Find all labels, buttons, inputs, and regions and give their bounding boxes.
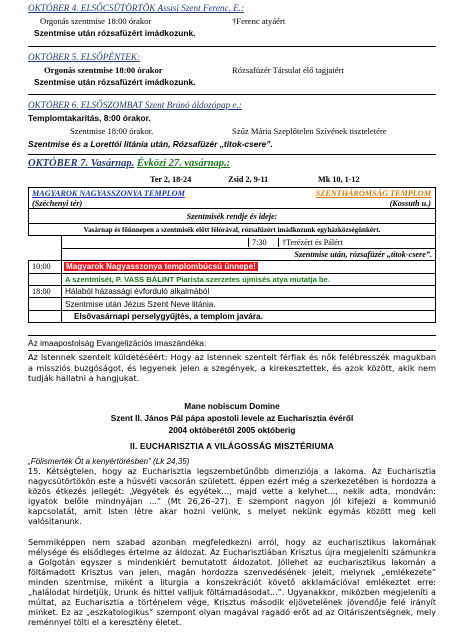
- divider: [28, 335, 436, 336]
- collection-note: Elsővasárnapi perselygyűjtés, a templom javára.: [62, 310, 436, 322]
- oct4-title: OKTÓBER 4. ELSŐCSÜTÖRTÖK Assisi Szent Ferenc. E.:: [28, 3, 245, 13]
- feast-banner: Magyarok Nagyasszonya templombúcsú ünnepe!: [66, 262, 256, 272]
- oct6-mass: Szentmise 18:00 órakor.: [70, 126, 154, 136]
- table-row: [29, 209, 436, 224]
- letter-title: Mane nobiscum Domine: [184, 401, 280, 411]
- oct6-cleaning: Templomtakarítás, 8:00 órakor.: [28, 113, 151, 123]
- oct4-intention: †Ferenc atyáért: [232, 16, 286, 26]
- evang-text: Az Istennek szentelt küldetéséért: Hogy az Istennek szentelt férfiak és nők felébresszék magukban a missziós buzgóságot, és legyenek jelen a szegények, a kirekesztettek, és azok között, akik nem tudják hallatni a hangjukat.: [28, 352, 436, 384]
- evang-heading: Az imaapostolság Evangelizációs imaszándéka:: [28, 338, 207, 348]
- reading-1: Ter 2, 18-24: [150, 175, 192, 184]
- oct5-mass: Orgonás szentmise 18:00 órakor: [44, 65, 163, 75]
- oct6-intention: Szűz Mária Szeplőtelen Szívének tiszteletére: [232, 126, 387, 136]
- chapter-quote: „Fölismerték Őt a kenyértörésben” (Lk 24,35): [28, 457, 190, 466]
- time-18: 18:00: [29, 285, 62, 297]
- table-row: [29, 310, 436, 322]
- table-row: [29, 261, 436, 273]
- divider: [28, 350, 436, 351]
- letter-paragraph-1: 15. Kétségtelen, hogy az Eucharisztia legszembetűnőbb dimenziója a lakoma. Az Eucharisztia nagycsütörtökön este a húsvéti vacsorán született. éppen ezért még a szerkezetében is hordozza a közös étkezés jellegét: „Vegyétek és egyétek..., majd vette a kelyhet..., nekik adta, mondván: igyatok belőle mindnyájan ...” (Mt 26,26–27). E szempont nagyon jól kifejezi a kommunió kapcsolatát, amit Isten létre akar hozni velünk, s melyet nekünk egymás között meg kell valósítanunk.: [28, 467, 436, 527]
- new-priest-note: A szentmisét, P. VASS BÁLINT Piarista szerzetes újmisés atya mutatja be.: [62, 273, 436, 285]
- table-row: [29, 298, 436, 310]
- oct4-rosary: Szentmise után rózsafüzért imádkozunk.: [34, 28, 196, 38]
- letter-paragraph-2: Semmiképpen nem szabad azonban megfeledkezni arról, hogy az eucharisztikus lakomának mélysége és elsődleges értelme az áldozat. Az Eucharisztiában Krisztus újra megjeleníti számunkra a Golgotán egyszer s mindenkiért bemutatott áldozatot. Jóllehet az eucharisztikus lakomán a föltámadott Krisztus van jelen, magán hordozza szenvedésének jeleit, melynek „emlékezete” minden szentmise, miként a liturgia a konszekrációt követő akklamációval emlékeztet erre: „halálodat hirdetjük, Urunk és hittel valljuk föltámadásodat...”. Ugyanakkor, miközben megjeleníti a múltat, az Eucharisztia a történelem vége, Krisztus második eljövetelének jövendője felé irányít minket. Ez az „eszkatologikus” szempont olyan magával ragadó erőt ad az Oltáriszentségnek, mely reménnyel tölti el a keresztény életet.: [28, 538, 436, 628]
- divider: [28, 154, 436, 155]
- schedule-heading: Szentmisék rendje és ideje:: [29, 209, 436, 224]
- table-row: [29, 285, 436, 297]
- table-row: [29, 248, 436, 260]
- left-church: MAGYAROK NAGYASSZONYA TEMPLOM: [32, 188, 185, 198]
- oct7-title: OKTÓBER 7. Vasárnap.: [28, 158, 135, 169]
- intention-730: †Terézért és Pálért: [282, 237, 343, 247]
- right-place: (Kossuth u.): [389, 198, 431, 208]
- oct5-rosary: Szentmise után rózsafüzért imádkozunk.: [34, 77, 196, 87]
- table-row: [29, 188, 436, 199]
- table-row: [29, 198, 436, 209]
- intention-18: Hálaból házassági évforduló alkalmából: [62, 285, 436, 297]
- divider: [28, 46, 436, 47]
- letter-subtitle-2: 2004 októberétől 2005 októberig: [168, 425, 296, 435]
- right-church: SZENTHÁROMSÁG TEMPLOM: [315, 188, 431, 198]
- left-place: (Széchenyi tér): [32, 198, 83, 208]
- chapter-title: II. EUCHARISZTIA A VILÁGOSSÁG MISZTÉRIUMA: [129, 441, 335, 451]
- table-row: [29, 236, 436, 248]
- oct5-title: OKTÓBER 5. ELSŐPÉNTEK:: [28, 52, 141, 62]
- oct7-sunday: Évközi 27. vasárnap.:: [136, 158, 231, 169]
- oct6-title: OKTÓBER 6. ELSŐSZOMBAT Szent Brúnó áldozópap e.:: [28, 100, 242, 110]
- litany-18: Szentmise után Jézus Szent Neve litánia.: [62, 298, 436, 310]
- time-730: 7:30: [248, 238, 279, 247]
- table-row: [29, 224, 436, 236]
- oct7-title-row: [28, 158, 230, 169]
- schedule-note: Vasárnap és főünnepen a szentmisék előtt félórával, rózsafüzért imádkozunk egyházközségünkért.: [29, 224, 436, 236]
- table-row: [29, 273, 436, 285]
- oct6-litany: Szentmise és a Lorettói litánia után, Rózsafüzér „titok-csere”.: [28, 139, 273, 149]
- reading-2: Zsid 2, 9-11: [228, 175, 269, 184]
- reading-3: Mk 10, 1-12: [318, 175, 360, 184]
- row-titok: Szentmise után, rózsafüzér „titok-csere”.: [62, 248, 436, 260]
- time-10: 10:00: [29, 261, 62, 273]
- divider: [28, 94, 436, 95]
- letter-subtitle-1: Szent II. János Pál pápa apostoli levele az Eucharisztia évéről: [110, 413, 354, 423]
- oct4-mass: Orgonás szentmise 18:00 órakor: [40, 16, 152, 26]
- mass-schedule-table: [28, 187, 436, 323]
- oct5-intention: Rózsafüzér Társulat élő tagjaiért: [232, 65, 344, 75]
